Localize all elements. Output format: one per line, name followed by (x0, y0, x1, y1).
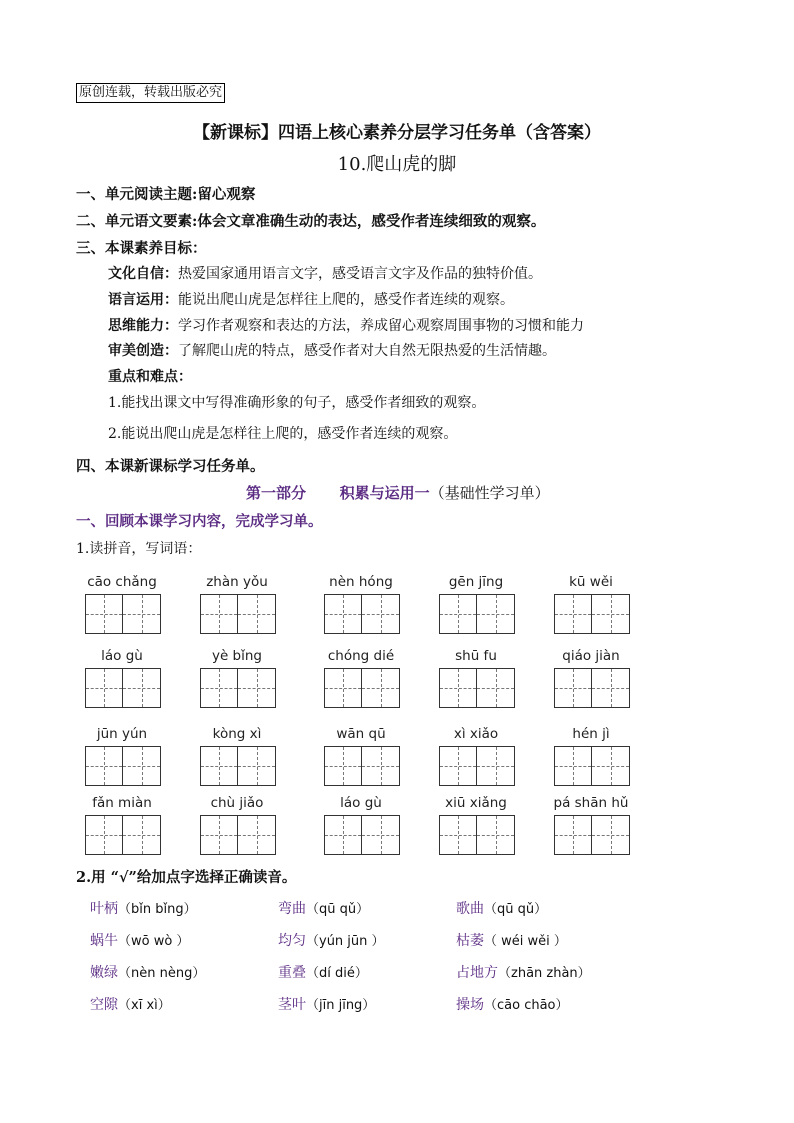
reading-options[interactable]: （yún jūn ） (306, 934, 385, 949)
writing-cell[interactable] (123, 669, 160, 707)
goal-text: 了解爬山虎的特点，感受作者对大自然无限热爱的生活情趣。 (178, 343, 556, 359)
writing-grid-box[interactable] (200, 746, 276, 786)
reading-word: 操场 (456, 997, 484, 1013)
pinyin-prompt: qiáo jiàn (562, 648, 620, 664)
section-unit-theme: 一、单元阅读主题:留心观察 (76, 186, 256, 203)
writing-cell[interactable] (592, 816, 629, 854)
writing-cell[interactable] (325, 595, 362, 633)
writing-grid-box[interactable] (554, 594, 630, 634)
reading-item[interactable] (90, 930, 189, 950)
pinyin-prompt: yè bǐng (211, 648, 263, 664)
writing-cell[interactable] (555, 747, 592, 785)
pinyin-prompt: jūn yún (96, 726, 148, 742)
task1-heading: 一、回顾本课学习内容，完成学习单。 (76, 513, 323, 530)
writing-cell[interactable] (440, 747, 477, 785)
writing-cell[interactable] (325, 747, 362, 785)
writing-cell[interactable] (440, 595, 477, 633)
pinyin-prompt: pá shān hǔ (553, 795, 629, 811)
writing-cell[interactable] (477, 669, 514, 707)
reading-item[interactable] (456, 930, 567, 950)
writing-cell[interactable] (238, 595, 275, 633)
reading-options[interactable]: （bǐn bǐng） (118, 902, 197, 917)
goal-text: 学习作者观察和表达的方法，养成留心观察周围事物的习惯和能力 (178, 318, 584, 334)
goal-language (108, 289, 514, 309)
pinyin-prompt: nèn hóng (329, 574, 393, 590)
reading-item[interactable] (278, 930, 385, 950)
reading-options[interactable]: （xī xì） (118, 998, 171, 1013)
key-point-1: 1.能找出课文中写得准确形象的句子，感受作者细致的观察。 (108, 395, 486, 411)
writing-grid-box[interactable] (200, 594, 276, 634)
copyright-stamp: 原创连载，转载出版必究 (76, 83, 225, 103)
reading-item[interactable] (456, 994, 569, 1014)
reading-item[interactable] (278, 898, 369, 918)
writing-cell[interactable] (238, 669, 275, 707)
writing-grid-box[interactable] (85, 594, 161, 634)
reading-options[interactable]: （jīn jīng） (306, 998, 376, 1013)
writing-cell[interactable] (555, 595, 592, 633)
writing-cell[interactable] (440, 669, 477, 707)
writing-cell[interactable] (362, 595, 399, 633)
writing-cell[interactable] (238, 816, 275, 854)
reading-options[interactable]: （nèn nèng） (118, 966, 206, 981)
part1-heading (246, 482, 550, 503)
writing-grid-box[interactable] (200, 815, 276, 855)
writing-grid-box[interactable] (439, 746, 515, 786)
goal-label: 思维能力： (108, 318, 178, 334)
writing-cell[interactable] (201, 595, 238, 633)
writing-cell[interactable] (325, 816, 362, 854)
pinyin-prompt: hén jì (572, 726, 610, 742)
pinyin-prompt: zhàn yǒu (206, 574, 268, 590)
section-unit-element: 二、单元语文要素:体会文章准确生动的表达，感受作者连续细致的观察。 (76, 213, 546, 230)
lesson-title: 10.爬山虎的脚 (337, 154, 457, 175)
writing-cell[interactable] (201, 816, 238, 854)
reading-word: 叶柄 (90, 901, 118, 917)
writing-grid-box[interactable] (439, 815, 515, 855)
writing-cell[interactable] (555, 669, 592, 707)
reading-item[interactable] (90, 962, 205, 982)
writing-cell[interactable] (325, 669, 362, 707)
writing-cell[interactable] (201, 747, 238, 785)
reading-options[interactable]: （zhān zhàn） (498, 966, 591, 981)
writing-cell[interactable] (86, 747, 123, 785)
reading-options[interactable]: （ wéi wěi ） (484, 934, 567, 949)
writing-grid-box[interactable] (85, 746, 161, 786)
reading-word: 重叠 (278, 965, 306, 981)
writing-grid-box[interactable] (324, 594, 400, 634)
writing-cell[interactable] (477, 816, 514, 854)
writing-cell[interactable] (86, 669, 123, 707)
reading-word: 均匀 (278, 933, 306, 949)
question-2: 2.用 “√”给加点字选择正确读音。 (76, 869, 297, 886)
reading-options[interactable]: （cāo chāo） (484, 998, 569, 1013)
pinyin-prompt: wān qū (336, 726, 386, 742)
document-title: 【新课标】四语上核心素养分层学习任务单（含答案） (193, 123, 601, 143)
writing-grid-box[interactable] (439, 668, 515, 708)
goal-label: 审美创造： (108, 343, 178, 359)
writing-grid-box[interactable] (324, 815, 400, 855)
writing-grid-box[interactable] (554, 668, 630, 708)
writing-cell[interactable] (86, 816, 123, 854)
reading-item[interactable] (278, 962, 368, 982)
goal-text: 能说出爬山虎是怎样往上爬的，感受作者连续的观察。 (178, 292, 514, 308)
reading-options[interactable]: （qū qǔ） (484, 902, 548, 917)
writing-grid-box[interactable] (200, 668, 276, 708)
part1-name: 积累与运用一 (339, 484, 430, 502)
writing-cell[interactable] (238, 747, 275, 785)
goal-label: 文化自信： (108, 266, 178, 282)
pinyin-prompt: fǎn miàn (92, 795, 152, 811)
reading-item[interactable] (278, 994, 375, 1014)
section-tasks: 四、本课新课标学习任务单。 (76, 458, 265, 475)
reading-item[interactable] (456, 898, 547, 918)
writing-cell[interactable] (477, 747, 514, 785)
writing-cell[interactable] (440, 816, 477, 854)
reading-word: 枯萎 (456, 933, 484, 949)
part1-title: 第一部分 (246, 484, 307, 502)
writing-grid-box[interactable] (554, 746, 630, 786)
writing-cell[interactable] (201, 669, 238, 707)
section-goals: 三、本课素养目标： (76, 240, 207, 257)
goal-label: 语言运用： (108, 292, 178, 308)
part1-note: （基础性学习单） (429, 484, 550, 502)
pinyin-prompt: chóng dié (327, 648, 395, 664)
pinyin-prompt: xì xiǎo (453, 726, 499, 742)
question-1: 1.读拼音，写词语： (76, 541, 202, 557)
reading-word: 空隙 (90, 997, 118, 1013)
goal-text: 热爱国家通用语言文字，感受语言文字及作品的独特价值。 (178, 266, 542, 282)
key-points-label: 重点和难点： (108, 369, 192, 385)
writing-cell[interactable] (86, 595, 123, 633)
reading-options[interactable]: （qū qǔ） (306, 902, 370, 917)
pinyin-prompt: cāo chǎng (87, 574, 157, 590)
writing-cell[interactable] (362, 747, 399, 785)
reading-word: 茎叶 (278, 997, 306, 1013)
writing-grid-box[interactable] (439, 594, 515, 634)
reading-word: 蜗牛 (90, 933, 118, 949)
pinyin-prompt: gēn jīng (448, 574, 504, 590)
reading-word: 歌曲 (456, 901, 484, 917)
goal-thinking (108, 315, 584, 335)
writing-grid-box[interactable] (324, 668, 400, 708)
pinyin-prompt: láo gù (340, 795, 382, 811)
writing-cell[interactable] (477, 595, 514, 633)
reading-word: 弯曲 (278, 901, 306, 917)
writing-cell[interactable] (555, 816, 592, 854)
writing-cell[interactable] (123, 595, 160, 633)
writing-cell[interactable] (592, 669, 629, 707)
reading-item[interactable] (456, 962, 591, 982)
reading-word: 嫩绿 (90, 965, 118, 981)
writing-cell[interactable] (362, 669, 399, 707)
reading-options[interactable]: （wō wò ） (118, 934, 190, 949)
pinyin-prompt: xiū xiǎng (445, 795, 507, 811)
writing-grid-box[interactable] (324, 746, 400, 786)
writing-grid-box[interactable] (554, 815, 630, 855)
writing-grid-box[interactable] (85, 668, 161, 708)
writing-cell[interactable] (592, 595, 629, 633)
reading-item[interactable] (90, 994, 171, 1014)
reading-word: 占地方 (456, 965, 498, 981)
pinyin-prompt: kòng xì (212, 726, 262, 742)
reading-options[interactable]: （dí dié） (306, 966, 368, 981)
pinyin-prompt: shū fu (455, 648, 497, 664)
reading-item[interactable] (90, 898, 197, 918)
pinyin-prompt: láo gù (101, 648, 143, 664)
writing-grid-box[interactable] (85, 815, 161, 855)
writing-cell[interactable] (123, 747, 160, 785)
goal-culture (108, 263, 542, 283)
writing-cell[interactable] (362, 816, 399, 854)
writing-cell[interactable] (592, 747, 629, 785)
pinyin-prompt: kū wěi (569, 574, 613, 590)
goal-aesthetic (108, 340, 556, 360)
key-point-2: 2.能说出爬山虎是怎样往上爬的，感受作者连续的观察。 (108, 426, 458, 442)
pinyin-prompt: chù jiǎo (210, 795, 264, 811)
writing-cell[interactable] (123, 816, 160, 854)
